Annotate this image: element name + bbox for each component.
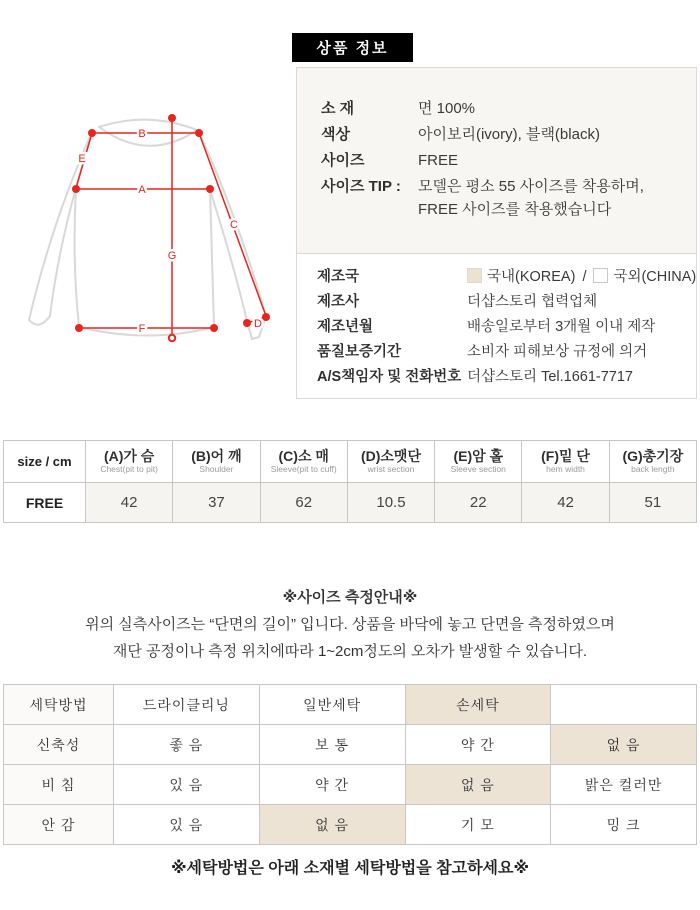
mfg-value — [467, 265, 696, 290]
size-value-hem: 42 — [522, 483, 609, 523]
spec-label: 색상 — [321, 126, 350, 143]
care-cell: 약 간 — [259, 765, 405, 805]
mfg-label: 품질보증기간 — [317, 344, 402, 360]
care-cell: 밍 크 — [551, 805, 697, 845]
size-col-wrist — [347, 441, 434, 483]
care-cell-highlighted: 없 음 — [551, 725, 697, 765]
size-col-hem — [522, 441, 609, 483]
care-cell: 안 감 — [4, 805, 114, 845]
size-value-length: 51 — [609, 483, 696, 523]
mfg-value: 배송일로부터 3개월 이내 제작 — [467, 319, 656, 335]
size-chart-data-row — [4, 483, 697, 523]
col-sub-label: hem width — [546, 464, 585, 474]
spec-row-color — [321, 122, 696, 148]
measure-label-f: F — [138, 323, 146, 335]
mfg-label: A/S책임자 및 전화번호 — [317, 369, 462, 385]
spec-label: 사이즈 — [321, 152, 365, 169]
spec-value — [418, 174, 644, 221]
care-cell: 기 모 — [405, 805, 551, 845]
mfg-label: 제조사 — [317, 294, 360, 310]
col-main-label: (B)어 깨 — [191, 448, 242, 464]
care-cell: 있 음 — [114, 765, 260, 805]
size-measurement-notice — [0, 584, 700, 665]
section-title-badge: 상품 정보 — [292, 33, 413, 62]
care-row-method — [4, 685, 697, 725]
mfg-value: 소비자 피해보상 규정에 의거 — [467, 344, 648, 360]
care-row-stretch — [4, 725, 697, 765]
mfg-row-manufacturer — [317, 290, 696, 315]
notice-title: ※사이즈 측정안내※ — [282, 589, 418, 606]
mfg-value: 더샵스토리 협력업체 — [467, 294, 598, 310]
size-col-shoulder — [173, 441, 260, 483]
care-cell-highlighted: 없 음 — [405, 765, 551, 805]
product-spec-section — [297, 68, 696, 254]
size-value-shoulder: 37 — [173, 483, 260, 523]
size-tip-line2: FREE 사이즈를 착용했습니다 — [418, 201, 612, 218]
size-value-wrist: 10.5 — [347, 483, 434, 523]
care-cell-highlighted: 없 음 — [259, 805, 405, 845]
notice-line2: 재단 공정이나 측정 위치에따라 1~2cm정도의 오차가 발생할 수 있습니다. — [112, 643, 588, 660]
korea-checkbox — [467, 268, 482, 283]
measurement-dots — [72, 114, 270, 341]
measure-label-d: D — [254, 318, 262, 330]
size-value-sleeve: 62 — [260, 483, 347, 523]
size-col-sleeve — [260, 441, 347, 483]
size-col-chest — [86, 441, 173, 483]
col-sub-label: Chest(pit to pit) — [100, 464, 158, 474]
product-info-card — [296, 67, 697, 399]
size-tip-line1: 모델은 평소 55 사이즈를 착용하며, — [418, 178, 644, 195]
size-chart-corner — [4, 441, 86, 483]
mfg-row-warranty — [317, 340, 696, 365]
care-cell: 좋 음 — [114, 725, 260, 765]
care-cell: 일반세탁 — [259, 685, 405, 725]
size-col-armhole — [435, 441, 522, 483]
mfg-label: 제조국 — [317, 269, 360, 285]
notice-line1: 위의 실측사이즈는 “단면의 길이” 입니다. 상품을 바닥에 놓고 단면을 측정하였으며 — [85, 616, 615, 633]
spec-value: 면 100% — [418, 100, 476, 117]
measure-label-g: G — [167, 250, 177, 262]
mfg-value: 더샵스토리 Tel.1661-7717 — [467, 369, 633, 385]
mfg-row-date — [317, 315, 696, 340]
care-info-table — [3, 684, 697, 845]
col-main-label: (G)총기장 — [622, 448, 684, 464]
origin-domestic-label: 국내(KOREA) — [487, 269, 576, 285]
size-row-label: FREE — [4, 483, 86, 523]
col-sub-label: Sleeve section — [450, 464, 506, 474]
care-cell: 드라이클리닝 — [114, 685, 260, 725]
measure-label-c: C — [230, 219, 238, 231]
col-main-label: (A)가 슴 — [103, 448, 155, 464]
care-cell — [551, 685, 697, 725]
spec-row-size-tip — [321, 174, 696, 221]
care-cell: 약 간 — [405, 725, 551, 765]
col-main-label: (C)소 매 — [278, 448, 329, 464]
origin-separator: / — [582, 269, 587, 285]
size-col-length — [609, 441, 696, 483]
care-row-lining — [4, 805, 697, 845]
spec-value: 아이보리(ivory), 블랙(black) — [418, 126, 600, 143]
mfg-row-origin — [317, 265, 696, 290]
spec-label: 소 재 — [321, 100, 355, 117]
care-cell: 밝은 컬러만 — [551, 765, 697, 805]
size-value-armhole: 22 — [435, 483, 522, 523]
care-row-sheer — [4, 765, 697, 805]
manufacture-info-section — [297, 254, 696, 390]
col-main-label: (E)암 홀 — [453, 448, 504, 464]
col-sub-label: Shoulder — [199, 464, 234, 474]
mfg-row-as-contact — [317, 365, 696, 390]
spec-label: 사이즈 TIP : — [321, 178, 401, 195]
spec-row-material — [321, 96, 696, 122]
care-cell: 비 침 — [4, 765, 114, 805]
col-sub-label: Sleeve(pit to cuff) — [270, 464, 337, 474]
size-chart-header-row — [4, 441, 697, 483]
col-main-label: (D)소맷단 — [360, 448, 421, 464]
corner-label: size / cm — [17, 453, 72, 469]
col-sub-label: back length — [631, 464, 675, 474]
col-sub-label: wrist section — [367, 464, 415, 474]
care-cell-highlighted: 손세탁 — [405, 685, 551, 725]
col-main-label: (F)밑 단 — [541, 448, 590, 464]
shirt-measurement-diagram — [0, 0, 300, 400]
spec-value: FREE — [418, 152, 459, 169]
size-chart-table — [3, 440, 697, 523]
care-method-note: ※세탁방법은 아래 소재별 세탁방법을 참고하세요※ — [170, 860, 529, 877]
size-value-chest: 42 — [86, 483, 173, 523]
mfg-label: 제조년월 — [317, 319, 374, 335]
care-cell: 있 음 — [114, 805, 260, 845]
china-checkbox — [593, 268, 608, 283]
care-cell: 세탁방법 — [4, 685, 114, 725]
measure-label-e: E — [78, 153, 86, 165]
measure-label-b: B — [138, 128, 146, 140]
spec-row-size — [321, 148, 696, 174]
measure-label-a: A — [138, 184, 146, 196]
origin-foreign-label: 국외(CHINA) — [613, 269, 697, 285]
care-cell: 신축성 — [4, 725, 114, 765]
care-cell: 보 통 — [259, 725, 405, 765]
